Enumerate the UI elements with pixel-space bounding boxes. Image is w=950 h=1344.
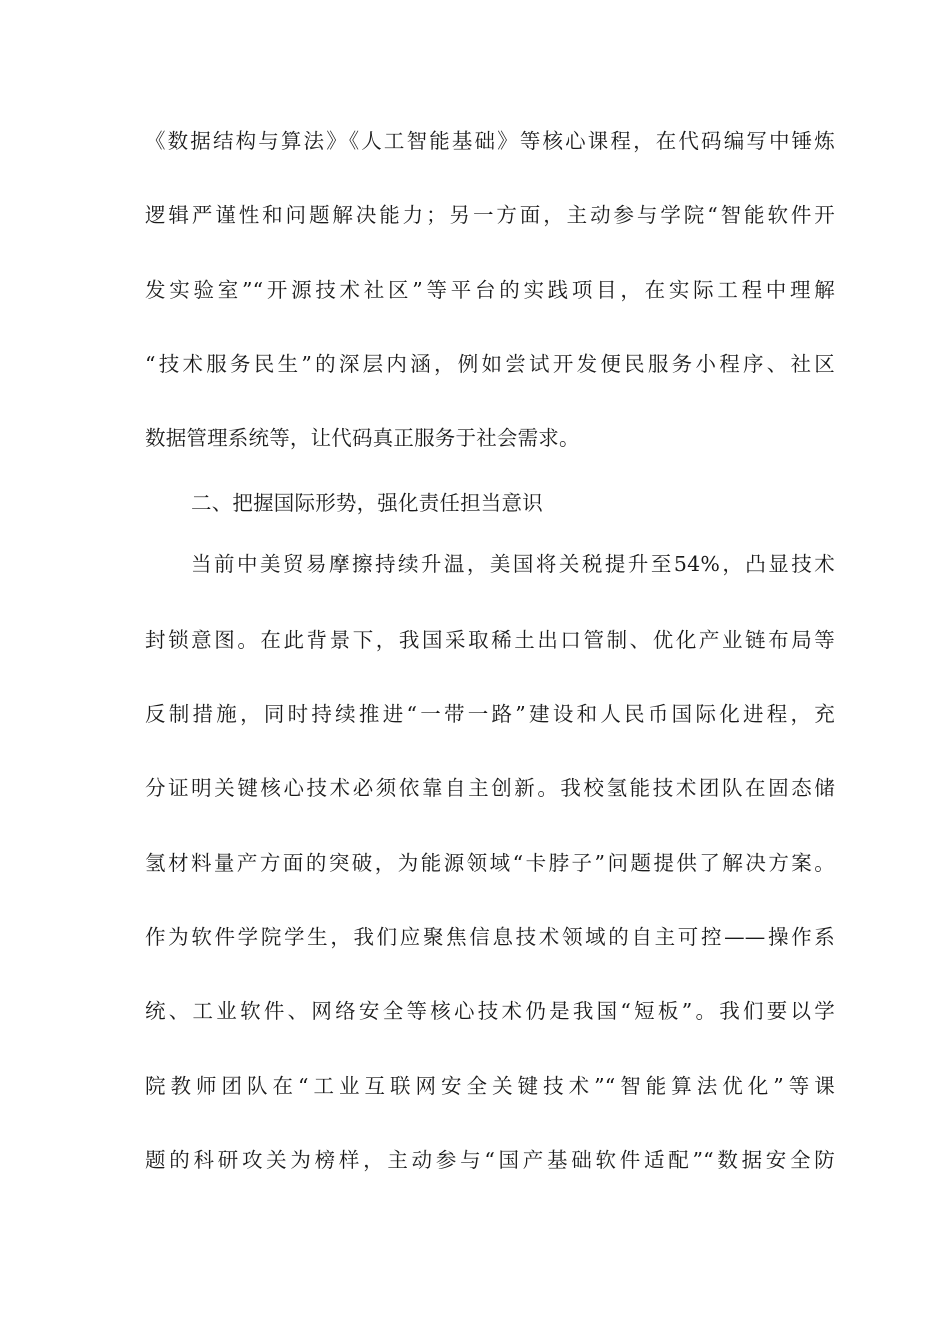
paragraph-line: 当前中美贸易摩擦持续升温，美国将关税提升至54%，凸显技术 [191,552,835,576]
paragraph-line: 氢材料量产方面的突破，为能源领域“卡脖子”问题提供了解决方案。 [145,851,835,875]
paragraph-line: 作为软件学院学生，我们应聚焦信息技术领域的自主可控——操作系 [145,925,835,949]
paragraph-line: 反制措施，同时持续推进“一带一路”建设和人民币国际化进程，充 [145,702,835,726]
paragraph-line: 发实验室”“开源技术社区”等平台的实践项目，在实际工程中理解 [145,278,835,302]
paragraph-line: 逻辑严谨性和问题解决能力；另一方面，主动参与学院“智能软件开 [145,203,835,227]
paragraph-line: 统、工业软件、网络安全等核心技术仍是我国“短板”。我们要以学 [145,999,835,1023]
section-heading: 二、把握国际形势，强化责任担当意识 [191,491,543,515]
paragraph-line: 数据管理系统等，让代码真正服务于社会需求。 [145,426,580,450]
paragraph-line: “技术服务民生”的深层内涵，例如尝试开发便民服务小程序、社区 [145,352,835,376]
paragraph-line: 封锁意图。在此背景下，我国采取稀土出口管制、优化产业链布局等 [145,628,835,652]
paragraph-line: 分证明关键核心技术必须依靠自主创新。我校氢能技术团队在固态储 [145,776,835,800]
paragraph-line: 院教师团队在“工业互联网安全关键技术”“智能算法优化”等课 [145,1074,835,1098]
paragraph-line: 题的科研攻关为榜样，主动参与“国产基础软件适配”“数据安全防 [145,1148,835,1172]
paragraph-line: 《数据结构与算法》《人工智能基础》等核心课程，在代码编写中锤炼 [145,129,835,153]
